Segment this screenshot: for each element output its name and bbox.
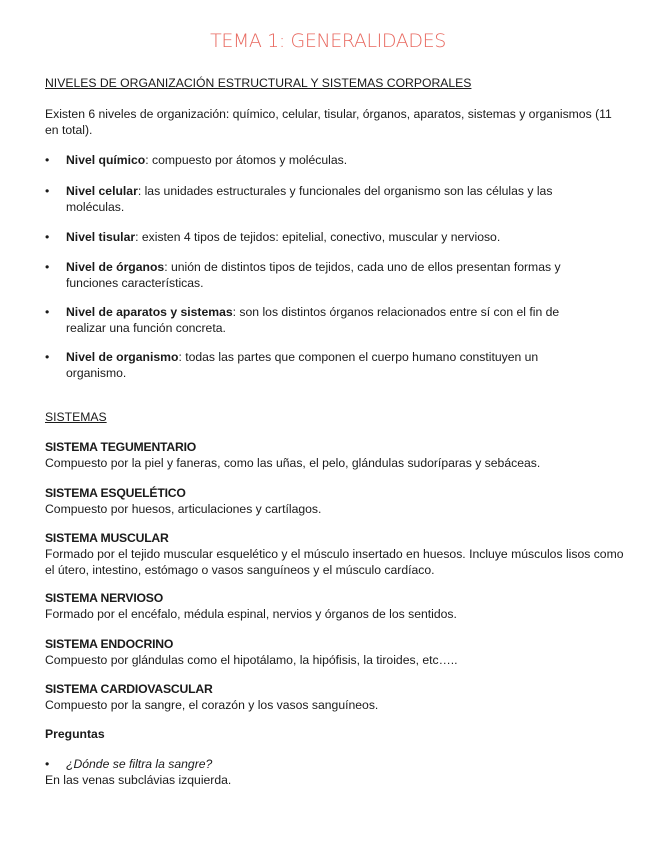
intro-paragraph: Existen 6 niveles de organización: químico, celular, tisular, órganos, aparatos, sistemas y organismos (11 en total). [45, 107, 612, 137]
system-description: Formado por el tejido muscular esquelético y el músculo insertado en huesos. Incluye músculos lisos como el útero, intestino, estómago o vasos sanguíneos y el músculo cardíaco. [45, 547, 624, 577]
system-title: SISTEMA ESQUELÉTICO [45, 486, 186, 500]
system-description: Compuesto por la piel y faneras, como las uñas, el pelo, glándulas sudoríparas y sebáceas. [45, 456, 541, 470]
answer-text: En las venas subclávias izquierda. [45, 773, 232, 787]
list-item-term: Nivel de aparatos y sistemas [66, 305, 233, 319]
system-description: Compuesto por huesos, articulaciones y cartílagos. [45, 502, 322, 516]
question-text: ¿Dónde se filtra la sangre? [66, 757, 213, 771]
bullet-dot: • [45, 184, 50, 198]
list-item-text: : unión de distintos tipos de tejidos, cada uno de ellos presentan formas y funciones características. [66, 260, 561, 290]
list-item-text: : son los distintos órganos relacionados entre sí con el fin de realizar una función concreta. [66, 305, 560, 335]
list-item-text: : las unidades estructurales y funcionales del organismo son las células y las moléculas. [66, 184, 553, 214]
list-item-term: Nivel de organismo [66, 350, 179, 364]
system-title: SISTEMA MUSCULAR [45, 531, 169, 545]
system-description: Compuesto por glándulas como el hipotálamo, la hipófisis, la tiroides, etc….. [45, 653, 458, 667]
system-description: Compuesto por la sangre, el corazón y los vasos sanguíneos. [45, 698, 379, 712]
list-item-text: : compuesto por átomos y moléculas. [145, 153, 348, 167]
bullet-dot: • [45, 153, 50, 167]
list-item-term: Nivel de órganos [66, 260, 165, 274]
system-title: SISTEMA NERVIOSO [45, 591, 164, 605]
bullet-dot: • [45, 260, 50, 274]
bullet-dot: • [45, 757, 50, 771]
bullet-dot: • [45, 305, 50, 319]
list-item-term: Nivel químico [66, 153, 146, 167]
list-item-text: : todas las partes que componen el cuerpo humano constituyen un organismo. [66, 350, 539, 380]
system-title: SISTEMA CARDIOVASCULAR [45, 682, 213, 696]
list-item-term: Nivel celular [66, 184, 138, 198]
list-item-term: Nivel tisular [66, 230, 136, 244]
page-title: TEMA 1: GENERALIDADES [210, 30, 446, 52]
bullet-dot: • [45, 350, 50, 364]
list-item-text: : existen 4 tipos de tejidos: epitelial, conectivo, muscular y nervioso. [135, 230, 501, 244]
questions-heading: Preguntas [45, 727, 105, 741]
system-title: SISTEMA TEGUMENTARIO [45, 440, 197, 454]
section-heading-sistemas: SISTEMAS [45, 410, 107, 424]
system-description: Formado por el encéfalo, médula espinal, nervios y órganos de los sentidos. [45, 607, 457, 621]
section-heading-niveles: NIVELES DE ORGANIZACIÓN ESTRUCTURAL Y SISTEMAS CORPORALES [45, 76, 472, 90]
bullet-dot: • [45, 230, 50, 244]
system-title: SISTEMA ENDOCRINO [45, 637, 174, 651]
